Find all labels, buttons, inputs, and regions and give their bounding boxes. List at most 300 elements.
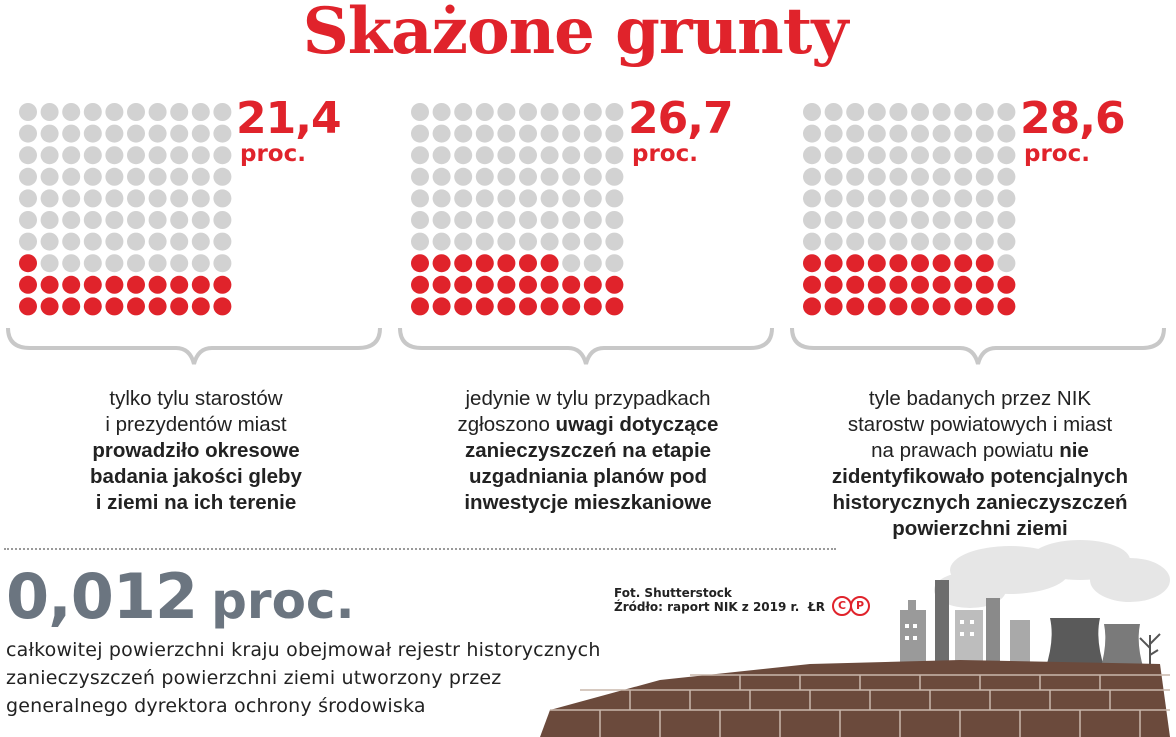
- curly-brace-1: [6, 324, 382, 368]
- waffle-dot-empty: [41, 211, 59, 229]
- desc-bold-line: nie: [1059, 439, 1089, 462]
- waffle-dot-empty: [825, 125, 843, 143]
- waffle-dot-empty: [62, 211, 80, 229]
- waffle-dot-empty: [605, 211, 623, 229]
- waffle-dot-empty: [105, 125, 123, 143]
- desc-bold-line: zidentyfikowało potencjalnych: [831, 465, 1129, 488]
- waffle-dot-empty: [62, 233, 80, 251]
- waffle-dot-filled: [433, 254, 451, 272]
- waffle-dot-empty: [192, 233, 210, 251]
- waffle-dot-empty: [476, 168, 494, 186]
- description-1: [16, 386, 376, 516]
- waffle-dot-empty: [192, 254, 210, 272]
- waffle-dot-empty: [127, 233, 145, 251]
- waffle-dot-filled: [933, 297, 951, 315]
- waffle-dot-filled: [954, 297, 972, 315]
- waffle-dot-empty: [433, 103, 451, 121]
- credits: [614, 586, 799, 614]
- waffle-dot-empty: [454, 233, 472, 251]
- waffle-dot-filled: [846, 254, 864, 272]
- waffle-dot-empty: [519, 168, 537, 186]
- waffle-dot-filled: [497, 254, 515, 272]
- waffle-dot-filled: [476, 276, 494, 294]
- waffle-dot-empty: [411, 125, 429, 143]
- waffle-dot-empty: [84, 189, 102, 207]
- waffle-dot-empty: [846, 233, 864, 251]
- waffle-dot-empty: [541, 211, 559, 229]
- summary-description: [6, 636, 686, 720]
- waffle-dot-filled: [933, 276, 951, 294]
- waffle-dot-empty: [213, 168, 231, 186]
- waffle-dot-empty: [846, 146, 864, 164]
- waffle-dot-empty: [889, 103, 907, 121]
- waffle-dot-empty: [19, 168, 37, 186]
- waffle-dot-empty: [584, 146, 602, 164]
- waffle-dot-empty: [825, 211, 843, 229]
- waffle-dot-empty: [889, 211, 907, 229]
- waffle-dot-empty: [411, 211, 429, 229]
- waffle-dot-empty: [803, 168, 821, 186]
- waffle-dot-empty: [933, 233, 951, 251]
- waffle-dot-empty: [454, 211, 472, 229]
- waffle-dot-empty: [149, 168, 167, 186]
- waffle-dot-empty: [213, 189, 231, 207]
- waffle-dot-empty: [562, 125, 580, 143]
- waffle-dot-filled: [497, 297, 515, 315]
- waffle-dot-empty: [170, 125, 188, 143]
- waffle-dot-filled: [825, 254, 843, 272]
- curly-brace-3: [790, 324, 1166, 368]
- waffle-dot-empty: [868, 103, 886, 121]
- waffle-dot-empty: [954, 211, 972, 229]
- waffle-dot-filled: [562, 276, 580, 294]
- waffle-dot-filled: [213, 276, 231, 294]
- waffle-dot-empty: [803, 103, 821, 121]
- waffle-dot-empty: [19, 233, 37, 251]
- waffle-dot-empty: [562, 233, 580, 251]
- waffle-dot-empty: [584, 233, 602, 251]
- waffle-dot-empty: [192, 146, 210, 164]
- summary-line: zanieczyszczeń powierzchni ziemi utworzony przez: [6, 667, 502, 689]
- desc-bold-line: uzgadniania planów pod: [468, 465, 708, 488]
- waffle-dot-empty: [889, 168, 907, 186]
- waffle-dot-filled: [170, 297, 188, 315]
- waffle-dot-empty: [911, 233, 929, 251]
- waffle-dot-empty: [497, 103, 515, 121]
- waffle-dot-filled: [127, 276, 145, 294]
- waffle-dot-empty: [825, 103, 843, 121]
- waffle-dot-empty: [149, 189, 167, 207]
- waffle-dot-filled: [19, 254, 37, 272]
- waffle-dot-empty: [433, 168, 451, 186]
- waffle-dot-empty: [476, 211, 494, 229]
- waffle-dot-empty: [605, 189, 623, 207]
- curly-brace-2: [398, 324, 774, 368]
- desc-bold-line: zanieczyszczeń na etapie: [464, 439, 712, 462]
- waffle-dot-empty: [105, 189, 123, 207]
- desc-line: i prezydentów miast: [105, 413, 287, 436]
- waffle-dot-empty: [933, 103, 951, 121]
- waffle-dot-empty: [411, 189, 429, 207]
- waffle-dot-empty: [41, 168, 59, 186]
- waffle-dot-filled: [889, 297, 907, 315]
- waffle-dot-empty: [105, 254, 123, 272]
- waffle-dot-empty: [213, 254, 231, 272]
- waffle-dot-empty: [127, 254, 145, 272]
- page-title: Skażone grunty: [302, 0, 848, 69]
- waffle-dot-filled: [976, 254, 994, 272]
- desc-bold-line: powierzchni ziemi: [892, 517, 1068, 540]
- waffle-dot-empty: [127, 146, 145, 164]
- waffle-dot-empty: [62, 168, 80, 186]
- waffle-dot-empty: [605, 146, 623, 164]
- waffle-dot-filled: [519, 297, 537, 315]
- waffle-dot-empty: [454, 189, 472, 207]
- value-label-1: 21,4: [236, 93, 341, 144]
- waffle-dot-empty: [933, 125, 951, 143]
- waffle-dot-filled: [149, 276, 167, 294]
- waffle-dot-empty: [476, 125, 494, 143]
- waffle-dot-empty: [170, 103, 188, 121]
- waffle-dot-empty: [803, 125, 821, 143]
- waffle-dot-empty: [192, 168, 210, 186]
- waffle-dot-empty: [803, 211, 821, 229]
- waffle-dot-filled: [803, 297, 821, 315]
- waffle-dot-empty: [170, 233, 188, 251]
- waffle-dot-empty: [411, 168, 429, 186]
- waffle-dot-filled: [541, 254, 559, 272]
- waffle-dot-empty: [84, 103, 102, 121]
- waffle-dot-empty: [889, 233, 907, 251]
- source-credit: Źródło: raport NIK z 2019 r.: [614, 600, 800, 614]
- waffle-dot-filled: [976, 297, 994, 315]
- waffle-dot-empty: [19, 125, 37, 143]
- logo-p-icon: P: [850, 596, 870, 616]
- waffle-dot-empty: [997, 103, 1015, 121]
- waffle-dot-filled: [803, 254, 821, 272]
- waffle-dot-filled: [476, 297, 494, 315]
- stat-panel-3: [790, 93, 1170, 540]
- waffle-dot-empty: [41, 125, 59, 143]
- waffle-dot-empty: [433, 189, 451, 207]
- waffle-dot-empty: [825, 168, 843, 186]
- desc-line: tyle badanych przez NIK: [868, 387, 1092, 410]
- waffle-dot-empty: [976, 125, 994, 143]
- waffle-dot-empty: [84, 146, 102, 164]
- waffle-dot-filled: [605, 297, 623, 315]
- waffle-dot-filled: [62, 297, 80, 315]
- waffle-dot-empty: [213, 146, 231, 164]
- value-label-3: 28,6: [1020, 93, 1125, 144]
- waffle-dot-empty: [62, 125, 80, 143]
- waffle-dot-empty: [997, 233, 1015, 251]
- waffle-dot-empty: [976, 211, 994, 229]
- waffle-dot-empty: [541, 168, 559, 186]
- waffle-dot-empty: [127, 189, 145, 207]
- waffle-dot-empty: [605, 168, 623, 186]
- waffle-dot-empty: [84, 254, 102, 272]
- waffle-dot-filled: [84, 276, 102, 294]
- waffle-dot-empty: [868, 211, 886, 229]
- waffle-dot-filled: [411, 276, 429, 294]
- waffle-dot-empty: [911, 103, 929, 121]
- waffle-dot-filled: [149, 297, 167, 315]
- waffle-chart-2: [410, 102, 630, 322]
- waffle-dot-empty: [84, 125, 102, 143]
- waffle-dot-empty: [889, 189, 907, 207]
- waffle-dot-empty: [519, 125, 537, 143]
- waffle-dot-empty: [105, 146, 123, 164]
- waffle-dot-empty: [127, 211, 145, 229]
- description-2: [408, 386, 768, 516]
- waffle-dot-empty: [127, 168, 145, 186]
- waffle-dot-empty: [105, 211, 123, 229]
- waffle-dot-empty: [433, 211, 451, 229]
- waffle-dot-empty: [105, 168, 123, 186]
- waffle-dot-empty: [911, 125, 929, 143]
- waffle-dot-empty: [584, 254, 602, 272]
- waffle-dot-empty: [933, 211, 951, 229]
- waffle-dot-empty: [476, 146, 494, 164]
- waffle-dot-filled: [41, 297, 59, 315]
- waffle-dot-empty: [476, 233, 494, 251]
- waffle-dot-filled: [476, 254, 494, 272]
- waffle-dot-filled: [997, 276, 1015, 294]
- waffle-dot-empty: [562, 146, 580, 164]
- waffle-dot-filled: [868, 254, 886, 272]
- waffle-dot-empty: [846, 189, 864, 207]
- value-callout-3: [1020, 93, 1125, 167]
- waffle-dot-empty: [911, 211, 929, 229]
- waffle-dot-empty: [105, 103, 123, 121]
- waffle-dot-empty: [541, 103, 559, 121]
- waffle-dot-filled: [454, 297, 472, 315]
- waffle-dot-empty: [192, 211, 210, 229]
- waffle-dot-empty: [584, 125, 602, 143]
- waffle-dot-filled: [19, 297, 37, 315]
- unit-label-3: proc.: [1024, 141, 1090, 167]
- waffle-dot-empty: [19, 211, 37, 229]
- waffle-dot-empty: [149, 254, 167, 272]
- desc-line: na prawach powiatu: [871, 439, 1060, 462]
- waffle-dot-empty: [605, 103, 623, 121]
- waffle-dot-empty: [127, 103, 145, 121]
- desc-bold-line: historycznych zanieczyszczeń: [832, 491, 1128, 514]
- waffle-dot-empty: [454, 146, 472, 164]
- waffle-dot-empty: [213, 125, 231, 143]
- waffle-dot-filled: [411, 254, 429, 272]
- waffle-dot-empty: [497, 125, 515, 143]
- waffle-dot-empty: [476, 103, 494, 121]
- waffle-dot-filled: [584, 276, 602, 294]
- waffle-dot-filled: [519, 276, 537, 294]
- waffle-dot-empty: [976, 233, 994, 251]
- waffle-dot-empty: [84, 211, 102, 229]
- waffle-dot-empty: [868, 146, 886, 164]
- waffle-dot-empty: [911, 189, 929, 207]
- waffle-dot-empty: [911, 146, 929, 164]
- waffle-dot-filled: [454, 254, 472, 272]
- waffle-dot-empty: [584, 189, 602, 207]
- waffle-dot-filled: [825, 276, 843, 294]
- waffle-dot-filled: [41, 276, 59, 294]
- waffle-dot-empty: [803, 233, 821, 251]
- waffle-dot-empty: [846, 168, 864, 186]
- waffle-dot-empty: [584, 211, 602, 229]
- waffle-dot-empty: [19, 146, 37, 164]
- waffle-dot-empty: [954, 125, 972, 143]
- waffle-dot-empty: [433, 233, 451, 251]
- waffle-dot-empty: [954, 189, 972, 207]
- waffle-dot-filled: [889, 276, 907, 294]
- waffle-dot-empty: [997, 125, 1015, 143]
- waffle-dot-empty: [846, 211, 864, 229]
- waffle-dot-empty: [170, 211, 188, 229]
- waffle-dot-empty: [149, 211, 167, 229]
- waffle-dot-empty: [497, 211, 515, 229]
- waffle-dot-empty: [541, 146, 559, 164]
- value-callout-2: [628, 93, 733, 167]
- waffle-dot-empty: [889, 146, 907, 164]
- waffle-dot-filled: [62, 276, 80, 294]
- waffle-dot-filled: [889, 254, 907, 272]
- waffle-dot-empty: [41, 103, 59, 121]
- summary-value-number: 0,012: [6, 560, 198, 633]
- waffle-dot-empty: [933, 146, 951, 164]
- waffle-dot-filled: [411, 297, 429, 315]
- waffle-dot-empty: [846, 125, 864, 143]
- waffle-dot-empty: [411, 103, 429, 121]
- waffle-dot-empty: [868, 125, 886, 143]
- summary-value-unit: proc.: [211, 572, 355, 630]
- waffle-dot-empty: [954, 233, 972, 251]
- waffle-dot-empty: [825, 146, 843, 164]
- waffle-dot-empty: [976, 168, 994, 186]
- waffle-dot-empty: [149, 146, 167, 164]
- waffle-dot-empty: [433, 125, 451, 143]
- waffle-dot-empty: [149, 103, 167, 121]
- waffle-dot-filled: [19, 276, 37, 294]
- waffle-chart-3: [802, 102, 1022, 322]
- waffle-dot-empty: [868, 189, 886, 207]
- waffle-dot-empty: [976, 146, 994, 164]
- waffle-dot-empty: [19, 103, 37, 121]
- waffle-dot-empty: [41, 254, 59, 272]
- waffle-dot-empty: [84, 233, 102, 251]
- waffle-dot-filled: [433, 276, 451, 294]
- summary-line: generalnego dyrektora ochrony środowiska: [6, 695, 426, 717]
- waffle-dot-empty: [825, 189, 843, 207]
- desc-line: zgłoszono: [457, 413, 556, 436]
- waffle-dot-filled: [497, 276, 515, 294]
- waffle-dot-empty: [889, 125, 907, 143]
- logo-c-icon: C: [832, 596, 852, 616]
- waffle-dot-empty: [213, 211, 231, 229]
- waffle-dot-empty: [976, 103, 994, 121]
- waffle-dot-empty: [584, 168, 602, 186]
- waffle-dot-empty: [41, 233, 59, 251]
- waffle-dot-empty: [476, 189, 494, 207]
- waffle-dot-filled: [868, 276, 886, 294]
- waffle-dot-empty: [192, 189, 210, 207]
- author-initials: ŁR: [808, 600, 825, 614]
- unit-label-2: proc.: [632, 141, 698, 167]
- waffle-dot-empty: [541, 189, 559, 207]
- desc-line: tylko tylu starostów: [109, 387, 283, 410]
- waffle-dot-empty: [497, 168, 515, 186]
- waffle-dot-empty: [192, 103, 210, 121]
- waffle-dot-empty: [62, 103, 80, 121]
- waffle-dot-empty: [954, 168, 972, 186]
- waffle-dot-empty: [605, 254, 623, 272]
- waffle-dot-empty: [976, 189, 994, 207]
- waffle-dot-empty: [868, 168, 886, 186]
- waffle-dot-empty: [605, 125, 623, 143]
- waffle-dot-filled: [825, 297, 843, 315]
- desc-line: starostw powiatowych i miast: [847, 413, 1113, 436]
- waffle-dot-empty: [541, 125, 559, 143]
- waffle-dot-empty: [41, 189, 59, 207]
- waffle-dot-empty: [997, 189, 1015, 207]
- desc-bold-line: inwestycje mieszkaniowe: [464, 491, 712, 514]
- waffle-dot-filled: [519, 254, 537, 272]
- waffle-dot-empty: [997, 168, 1015, 186]
- waffle-dot-filled: [84, 297, 102, 315]
- waffle-dot-empty: [497, 189, 515, 207]
- waffle-dot-empty: [562, 103, 580, 121]
- waffle-dot-empty: [933, 189, 951, 207]
- waffle-dot-filled: [541, 297, 559, 315]
- summary-value: [6, 560, 355, 633]
- waffle-dot-filled: [846, 276, 864, 294]
- value-callout-1: [236, 93, 341, 167]
- waffle-chart-1: [18, 102, 238, 322]
- waffle-dot-empty: [41, 146, 59, 164]
- waffle-dot-empty: [497, 146, 515, 164]
- waffle-dot-filled: [976, 276, 994, 294]
- waffle-dot-empty: [149, 233, 167, 251]
- waffle-dot-empty: [62, 254, 80, 272]
- waffle-dot-empty: [519, 189, 537, 207]
- waffle-dot-filled: [954, 254, 972, 272]
- waffle-dot-empty: [997, 146, 1015, 164]
- waffle-dot-empty: [562, 168, 580, 186]
- waffle-dot-filled: [562, 297, 580, 315]
- waffle-dot-empty: [997, 211, 1015, 229]
- stat-panel-2: [398, 93, 778, 536]
- waffle-dot-filled: [127, 297, 145, 315]
- waffle-dot-empty: [454, 168, 472, 186]
- waffle-dot-filled: [911, 254, 929, 272]
- waffle-dot-filled: [997, 297, 1015, 315]
- photo-credit: Fot. Shutterstock: [614, 586, 732, 600]
- waffle-dot-filled: [213, 297, 231, 315]
- waffle-dot-empty: [84, 168, 102, 186]
- waffle-dot-empty: [170, 254, 188, 272]
- waffle-dot-empty: [562, 211, 580, 229]
- value-label-2: 26,7: [628, 93, 733, 144]
- waffle-dot-empty: [562, 189, 580, 207]
- stat-panel-1: [6, 93, 386, 536]
- publisher-logo: [830, 596, 870, 616]
- waffle-dot-filled: [192, 297, 210, 315]
- waffle-dot-empty: [519, 233, 537, 251]
- waffle-dot-filled: [803, 276, 821, 294]
- waffle-dot-empty: [954, 146, 972, 164]
- desc-line: jedynie w tylu przypadkach: [465, 387, 711, 410]
- waffle-dot-filled: [933, 254, 951, 272]
- waffle-dot-empty: [411, 146, 429, 164]
